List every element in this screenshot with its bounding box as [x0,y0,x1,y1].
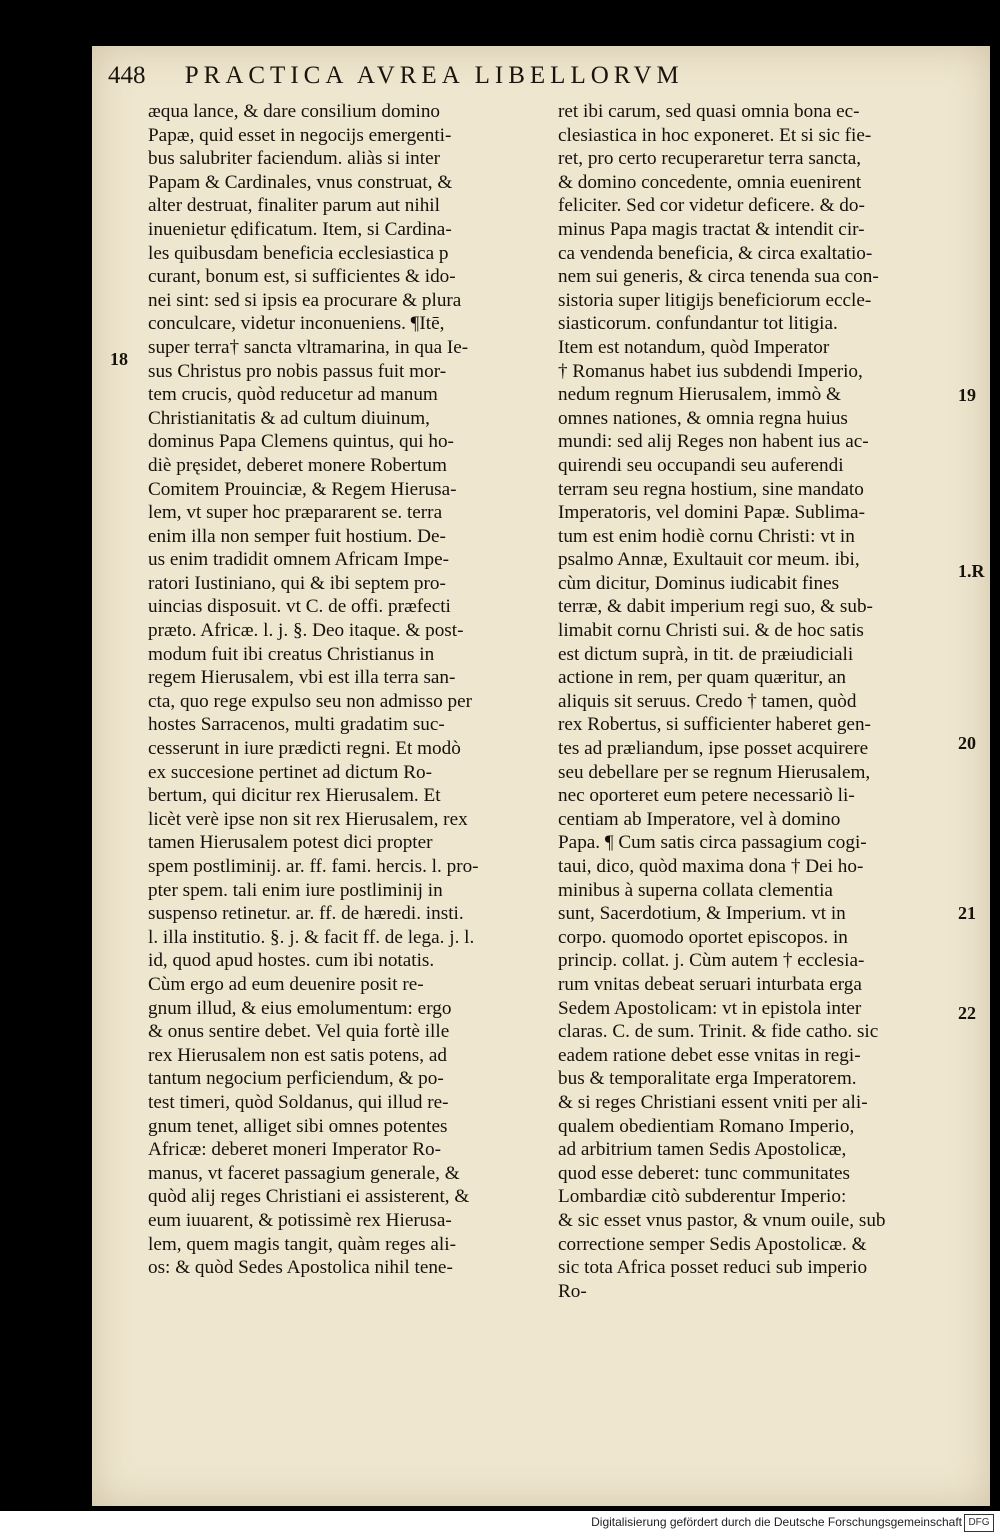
text-line: lem, quem magis tangit, quàm reges ali- [148,1233,456,1255]
text-line: tum est enim hodiè cornu Christi: vt in [558,525,855,547]
text-line: ad arbitrium tamen Sedis Apostolicæ, [558,1139,847,1161]
text-line: claras. C. de sum. Trinit. & fide catho. sic [558,1021,879,1043]
margin-number-18: 18 [110,349,128,369]
text-line: † Romanus habet ius subdendi Imperio, [558,360,863,382]
text-line: Imperatoris, vel domini Papæ. Sublima- [558,502,865,524]
text-line: quirendi seu occupandi seu auferendi [558,454,844,476]
text-line: eadem ratione debet esse vnitas in regi- [558,1044,861,1066]
text-line: Christianitatis & ad cultum diuinum, [148,407,430,429]
text-line: dominus Papa Clemens quintus, qui ho- [148,431,454,453]
running-title: PRACTICA AVREA LIBELLORVM [184,62,684,89]
text-line: sus Christus pro nobis passus fuit mor- [148,360,447,382]
text-line: minus Papa magis tractat & intendit cir- [558,218,865,240]
text-line: psalmo Annæ, Exultauit cor meum. ibi, [558,549,860,571]
text-line: terram seu regna hostium, sine mandato [558,478,864,500]
digitization-footer [0,1511,1000,1535]
text-line: bus salubriter faciendum. aliàs si inter [148,148,440,170]
dfg-logo-icon: DFG [964,1514,994,1532]
running-header [108,62,828,90]
text-line: minibus à superna collata clementia [558,879,833,901]
text-line: siasticorum. confundantur tot litigia. [558,313,838,335]
text-line: ratori Iustiniano, qui & ibi septem pro- [148,572,446,594]
text-line: eum iuuarent, & potissimè rex Hierusa- [148,1209,452,1231]
text-line: uincias disposuit. vt C. de offi. præfecti [148,596,451,618]
text-line: gnum illud, & eius emolumentum: ergo [148,997,452,1019]
text-line: sunt, Sacerdotium, & Imperium. vt in [558,903,846,925]
text-line: omnes nationes, & omnia regna huius [558,407,848,429]
text-line: cùm dicitur, Dominus iudicabit fines [558,572,840,594]
text-line: taui, dico, quòd maxima dona † Dei ho- [558,856,864,877]
text-line: Papæ, quid esset in negocijs emergenti- [148,124,452,146]
text-line: mundi: sed alij Reges non habent ius ac- [558,431,869,453]
text-line: Comitem Prouinciæ, & Regem Hierusa- [148,478,457,500]
text-line: aliquis sit seruus. Credo † tamen, quòd [558,690,857,712]
text-line: suspenso retinetur. ar. ff. de hæredi. insti. [148,903,464,925]
text-line: bus & temporalitate erga Imperatorem. [558,1068,857,1090]
page-number: 448 [108,62,146,89]
text-line: alter destruat, finaliter parum aut nihil [148,195,440,217]
text-line: nei sint: sed si ipsis ea procurare & plura [148,289,462,311]
margin-number-19: 19 [958,385,976,405]
margin-number-1R: 1.R [958,561,985,581]
text-line: les quibusdam beneficia ecclesiastica p [148,242,449,264]
text-line: nec oporteret eum petere necessariò li- [558,785,855,807]
text-line: ret ibi carum, sed quasi omnia bona ec- [558,101,860,122]
scan-frame-left [0,0,92,1511]
text-line: nem sui generis, & circa tenenda sua con- [558,266,879,288]
text-line: diè pręsidet, deberet monere Robertum [148,454,447,476]
text-line: conculcare, videtur inconueniens. ¶Itē, [148,313,445,335]
text-line: tes ad præliandum, ipse posset acquirere [558,738,869,760]
text-line: Ro- [558,1280,587,1302]
text-line: ca vendenda beneficia, & circa exaltatio- [558,242,873,264]
text-line: lem, vt super hoc præpararent se. terra [148,502,443,524]
text-line: rum vnitas debeat seruari inturbata erga [558,973,862,995]
text-line: Papam & Cardinales, vnus construat, & [148,171,453,193]
text-line: nedum regnum Hierusalem, immò & [558,384,841,406]
text-line: Africæ: deberet moneri Imperator Ro- [148,1139,442,1161]
text-line: manus, vt faceret passagium generale, & [148,1162,460,1184]
text-line: spem postliminij. ar. ff. fami. hercis. l. pro- [148,856,479,877]
text-line: est dictum suprà, in tit. de præiudiciali [558,643,854,665]
text-line: & onus sentire debet. Vel quia fortè ille [148,1021,450,1043]
text-line: regem Hierusalem, vbi est illa terra san- [148,667,456,689]
text-line: os: & quòd Sedes Apostolica nihil tene- [148,1257,453,1279]
text-line: æqua lance, & dare consilium domino [148,101,441,122]
text-line: & si reges Christiani essent vniti per ali- [558,1091,868,1113]
text-line: qualem obedientiam Romano Imperio, [558,1115,855,1137]
text-line: corpo. quomodo oportet episcopos. in [558,926,848,948]
text-line: Lombardiæ citò subderentur Imperio: [558,1186,847,1208]
text-line: actione in rem, per quam quæritur, an [558,667,847,689]
text-line: us enim tradidit omnem Africam Impe- [148,549,450,571]
text-line: & domino concedente, omnia euenirent [558,171,862,193]
text-line: super terra† sancta vltramarina, in qua Ie- [148,336,469,358]
text-line: l. illa institutio. §. j. & facit ff. de lega. j. l. [148,926,475,948]
margin-number-20: 20 [958,733,976,753]
text-line: Item est notandum, quòd Imperator [558,336,830,358]
right-text-column [558,100,954,1303]
text-line: modum fuit ibi creatus Christianus in [148,643,435,665]
left-text-column [148,100,540,1280]
text-line: hostes Sarracenos, multi gradatim suc- [148,714,445,736]
text-line: centiam ab Imperatore, vel à domino [558,808,841,830]
text-line: Cùm ergo ad eum deuenire posit re- [148,973,424,995]
text-line: curant, bonum est, si sufficientes & ido- [148,266,456,288]
text-line: id, quod apud hostes. cum ibi notatis. [148,950,435,972]
text-line: correctione semper Sedis Apostolicæ. & [558,1233,867,1255]
text-line: sic tota Africa posset reduci sub imperio [558,1257,868,1279]
text-line: enim illa non semper fuit hostium. De- [148,525,446,547]
text-line: tem crucis, quòd reducetur ad manum [148,384,438,406]
text-line: limabit cornu Christi sui. & de hoc satis [558,620,864,642]
text-line: terræ, & dabit imperium regi suo, & sub- [558,596,873,618]
margin-number-21: 21 [958,903,976,923]
text-line: bertum, qui dicitur rex Hierusalem. Et [148,785,441,807]
text-line: rex Robertus, si sufficienter haberet gen- [558,714,871,736]
text-line: test timeri, quòd Soldanus, qui illud re- [148,1091,449,1113]
text-line: Papa. ¶ Cum satis circa passagium cogi- [558,832,867,854]
text-line: sistoria super litigijs beneficiorum eccle- [558,289,872,311]
margin-number-22: 22 [958,1003,976,1023]
text-line: præto. Africæ. l. j. §. Deo itaque. & post- [148,620,464,642]
text-line: pter spem. tali enim iure postliminij in [148,879,443,901]
text-line: ex succesione pertinet ad dictum Ro- [148,761,432,783]
text-line: clesiastica in hoc exponeret. Et si sic fie- [558,124,872,146]
text-line: quòd alij reges Christiani ei assisterent, & [148,1186,470,1208]
text-line: quod esse deberet: tunc communitates [558,1162,850,1184]
text-line: rex Hierusalem non est satis potens, ad [148,1044,447,1066]
text-line: gnum tenet, alliget sibi omnes potentes [148,1115,448,1137]
text-line: princip. collat. j. Cùm autem † ecclesia- [558,950,865,972]
text-line: cta, quo rege expulso seu non admisso per [148,690,472,712]
text-line: feliciter. Sed cor videtur deficere. & do- [558,195,865,217]
text-line: seu debellare per se regnum Hierusalem, [558,761,871,783]
footer-credit: Digitalisierung gefördert durch die Deutsche Forschungsgemeinschaft [591,1515,962,1529]
text-line: & sic esset vnus pastor, & vnum ouile, sub [558,1209,886,1231]
text-line: ret, pro certo recuperaretur terra sancta, [558,148,862,170]
text-line: Sedem Apostolicam: vt in epistola inter [558,997,862,1019]
text-line: tamen Hierusalem potest dici propter [148,832,433,854]
text-line: licèt verè ipse non sit rex Hierusalem, rex [148,808,468,830]
text-line: cesserunt in iure prædicti regni. Et modò [148,738,461,760]
text-line: inuenietur ędificatum. Item, si Cardina- [148,218,452,240]
text-line: tantum negocium perficiendum, & po- [148,1068,444,1090]
